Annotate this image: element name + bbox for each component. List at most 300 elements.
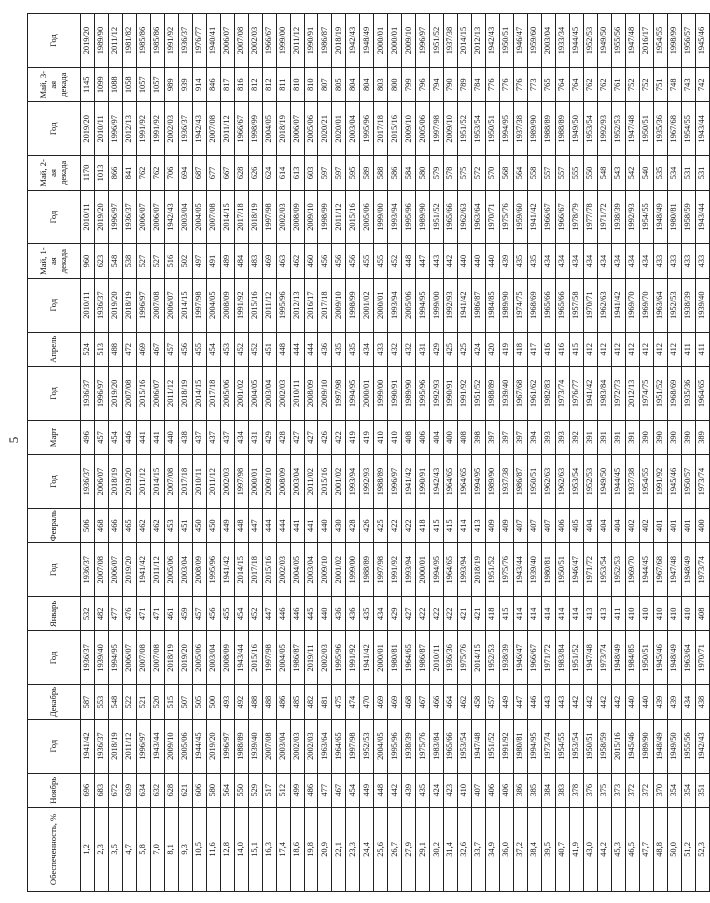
year-cell: 1947/48	[667, 543, 681, 597]
value-cell: 1058	[122, 68, 136, 102]
year-cell: 1999/00	[430, 278, 444, 332]
value-cell: 412	[653, 332, 667, 366]
year-cell: 2017/18	[248, 543, 262, 597]
value-cell: 485	[290, 685, 304, 719]
value-cell: 434	[569, 244, 583, 278]
year-cell: 1986/87	[416, 631, 430, 685]
probability-cell: 17,4	[276, 807, 290, 891]
value-cell: 589	[360, 156, 374, 190]
year-cell: 1994/95	[430, 543, 444, 597]
year-cell: 1954/55	[639, 190, 653, 244]
year-cell: 1952/53	[360, 719, 374, 773]
value-cell: 438	[178, 420, 192, 454]
value-cell: 804	[346, 68, 360, 102]
year-cell: 1937/38	[625, 455, 639, 509]
value-cell: 628	[164, 773, 178, 807]
value-cell: 455	[360, 244, 374, 278]
value-cell: 474	[346, 685, 360, 719]
year-cell: 1995/96	[360, 102, 374, 156]
year-cell: 1991/92	[388, 543, 402, 597]
year-cell: 2019/20	[108, 366, 122, 420]
value-cell: 624	[262, 156, 276, 190]
value-cell: 434	[234, 420, 248, 454]
value-cell: 430	[332, 509, 346, 543]
probability-cell: 32,6	[458, 807, 472, 891]
value-cell: 477	[318, 773, 332, 807]
value-cell: 434	[360, 332, 374, 366]
column-header: Год	[28, 190, 81, 244]
year-cell: 2000/01	[360, 366, 374, 420]
year-cell: 1991/92	[653, 455, 667, 509]
year-cell: 1943/44	[695, 190, 709, 244]
year-cell: 2017/18	[206, 366, 220, 420]
year-cell: 2001/02	[332, 543, 346, 597]
value-cell: 462	[136, 509, 150, 543]
year-cell: 2010/11	[94, 102, 108, 156]
probability-cell: 29,1	[416, 807, 430, 891]
value-cell: 433	[653, 244, 667, 278]
value-cell: 587	[81, 685, 95, 719]
value-cell: 413	[597, 597, 611, 631]
column-header: Год	[28, 366, 81, 420]
value-cell: 628	[234, 156, 248, 190]
value-cell: 1145	[81, 68, 95, 102]
value-cell: 435	[332, 332, 346, 366]
year-cell: 1977/78	[583, 190, 597, 244]
probability-cell: 41,9	[569, 807, 583, 891]
value-cell: 455	[192, 332, 206, 366]
year-cell: 1998/99	[318, 190, 332, 244]
year-cell: 1963/64	[681, 631, 695, 685]
year-cell: 2006/07	[290, 102, 304, 156]
value-cell: 613	[290, 156, 304, 190]
value-cell: 477	[108, 597, 122, 631]
year-cell: 1941/42	[81, 719, 95, 773]
probability-cell: 19,8	[304, 807, 318, 891]
probability-cell: 22,1	[332, 807, 346, 891]
value-cell: 467	[416, 685, 430, 719]
year-cell: 1995/96	[276, 278, 290, 332]
value-cell: 419	[346, 420, 360, 454]
year-cell: 2002/03	[290, 719, 304, 773]
year-cell: 2009/10	[402, 14, 416, 68]
value-cell: 706	[164, 156, 178, 190]
year-cell: 2012/13	[122, 102, 136, 156]
value-cell: 939	[178, 68, 192, 102]
value-cell: 390	[639, 420, 653, 454]
year-cell: 2000/01	[374, 278, 388, 332]
value-cell: 383	[555, 773, 569, 807]
value-cell: 482	[94, 597, 108, 631]
value-cell: 440	[472, 244, 486, 278]
table-row	[290, 14, 304, 892]
year-cell: 2011/12	[220, 102, 234, 156]
probability-cell: 16,3	[262, 807, 276, 891]
value-cell: 491	[206, 244, 220, 278]
value-cell: 540	[639, 156, 653, 190]
year-cell: 1941/42	[136, 543, 150, 597]
year-cell: 1962/63	[541, 455, 555, 509]
value-cell: 386	[514, 773, 528, 807]
year-cell: 1989/90	[500, 278, 514, 332]
value-cell: 391	[583, 420, 597, 454]
year-cell: 2002/03	[304, 719, 318, 773]
value-cell: 506	[81, 509, 95, 543]
value-cell: 431	[416, 332, 430, 366]
year-cell: 1973/74	[555, 366, 569, 420]
table-row	[416, 14, 430, 892]
year-cell: 1952/53	[583, 455, 597, 509]
year-cell: 1953/54	[472, 102, 486, 156]
year-cell: 2012/13	[290, 278, 304, 332]
year-cell: 1949/50	[597, 14, 611, 68]
value-cell: 414	[528, 597, 542, 631]
value-cell: 440	[164, 420, 178, 454]
value-cell: 452	[234, 332, 248, 366]
year-cell: 1936/37	[178, 14, 192, 68]
year-cell: 2012/13	[625, 366, 639, 420]
year-cell: 2009/10	[332, 278, 346, 332]
value-cell: 794	[430, 68, 444, 102]
value-cell: 444	[304, 332, 318, 366]
column-header: Апрель	[28, 332, 81, 366]
table-row	[388, 14, 402, 892]
value-cell: 373	[611, 773, 625, 807]
year-cell: 1973/74	[597, 631, 611, 685]
table-header	[28, 14, 81, 892]
value-cell: 418	[514, 332, 528, 366]
value-cell: 442	[597, 685, 611, 719]
value-cell: 752	[639, 68, 653, 102]
value-cell: 378	[569, 773, 583, 807]
value-cell: 400	[444, 420, 458, 454]
year-cell: 1997/98	[262, 631, 276, 685]
value-cell: 789	[458, 68, 472, 102]
value-cell: 762	[150, 156, 164, 190]
year-cell: 1996/97	[416, 14, 430, 68]
year-cell: 2018/19	[332, 14, 346, 68]
column-header: Год	[28, 14, 81, 68]
value-cell: 456	[332, 244, 346, 278]
year-cell: 1954/55	[555, 719, 569, 773]
table-row	[597, 14, 611, 892]
value-cell: 527	[136, 244, 150, 278]
value-cell: 433	[681, 244, 695, 278]
year-cell: 2017/18	[234, 190, 248, 244]
probability-cell: 45,3	[611, 807, 625, 891]
probability-cell: 7,0	[150, 807, 164, 891]
column-header: Январь	[28, 597, 81, 631]
value-cell: 450	[192, 509, 206, 543]
value-cell: 443	[555, 685, 569, 719]
value-cell: 418	[416, 509, 430, 543]
year-cell: 1995/96	[402, 190, 416, 244]
year-cell: 2000/01	[374, 14, 388, 68]
value-cell: 406	[555, 509, 569, 543]
year-cell: 1941/42	[583, 366, 597, 420]
value-cell: 422	[402, 509, 416, 543]
year-cell: 1936/37	[81, 455, 95, 509]
value-cell: 466	[108, 509, 122, 543]
year-cell: 1997/98	[430, 102, 444, 156]
year-cell: 2014/15	[150, 455, 164, 509]
value-cell: 550	[234, 773, 248, 807]
year-cell: 1962/63	[458, 190, 472, 244]
value-cell: 436	[346, 597, 360, 631]
table-row	[108, 14, 122, 892]
value-cell: 413	[472, 509, 486, 543]
value-cell: 694	[178, 156, 192, 190]
value-cell: 456	[178, 332, 192, 366]
year-cell: 1995/96	[332, 631, 346, 685]
probability-cell: 8,1	[164, 807, 178, 891]
value-cell: 427	[402, 597, 416, 631]
year-cell: 1959/60	[514, 190, 528, 244]
header-row	[28, 14, 81, 892]
value-cell: 444	[276, 509, 290, 543]
value-cell: 393	[555, 420, 569, 454]
value-cell: 439	[402, 773, 416, 807]
year-cell: 1950/51	[583, 719, 597, 773]
value-cell: 481	[318, 685, 332, 719]
value-cell: 434	[611, 244, 625, 278]
year-cell: 1943/44	[234, 631, 248, 685]
value-cell: 443	[430, 244, 444, 278]
value-cell: 437	[220, 420, 234, 454]
year-cell: 2007/08	[206, 190, 220, 244]
value-cell: 410	[625, 597, 639, 631]
year-cell: 1999/00	[374, 366, 388, 420]
table-row	[569, 14, 583, 892]
table-row	[332, 14, 346, 892]
value-cell: 535	[653, 156, 667, 190]
year-cell: 1935/36	[681, 366, 695, 420]
year-cell: 2007/08	[150, 631, 164, 685]
value-cell: 488	[248, 685, 262, 719]
value-cell: 558	[528, 156, 542, 190]
probability-cell: 48,8	[653, 807, 667, 891]
year-cell: 2005/06	[360, 190, 374, 244]
year-cell: 2007/08	[150, 278, 164, 332]
value-cell: 426	[318, 420, 332, 454]
year-cell: 2003/04	[178, 190, 192, 244]
year-cell: 1994/95	[416, 278, 430, 332]
year-cell: 2019/20	[108, 278, 122, 332]
value-cell: 435	[528, 244, 542, 278]
year-cell: 1949/50	[597, 455, 611, 509]
value-cell: 354	[667, 773, 681, 807]
year-cell: 1976/77	[569, 366, 583, 420]
year-cell: 2014/15	[234, 543, 248, 597]
year-cell: 2007/08	[164, 455, 178, 509]
value-cell: 449	[500, 685, 514, 719]
year-cell: 1965/66	[541, 278, 555, 332]
year-cell: 1933/34	[555, 14, 569, 68]
year-cell: 2011/12	[206, 455, 220, 509]
value-cell: 422	[430, 597, 444, 631]
year-cell: 1955/56	[681, 719, 695, 773]
year-cell: 1995/96	[388, 719, 402, 773]
value-cell: 765	[541, 68, 555, 102]
year-cell: 1990/91	[304, 14, 318, 68]
value-cell: 446	[122, 420, 136, 454]
value-cell: 449	[220, 509, 234, 543]
table-row	[472, 14, 486, 892]
value-cell: 841	[122, 156, 136, 190]
year-cell: 1988/89	[360, 543, 374, 597]
value-cell: 621	[178, 773, 192, 807]
value-cell: 472	[122, 332, 136, 366]
value-cell: 434	[555, 244, 569, 278]
value-cell: 1099	[94, 68, 108, 102]
value-cell: 634	[136, 773, 150, 807]
year-cell: 1990/91	[388, 366, 402, 420]
year-cell: 1956/57	[681, 14, 695, 68]
value-cell: 407	[472, 773, 486, 807]
value-cell: 390	[653, 420, 667, 454]
value-cell: 418	[486, 597, 500, 631]
value-cell: 1170	[81, 156, 95, 190]
value-cell: 524	[81, 332, 95, 366]
year-cell: 1953/54	[458, 719, 472, 773]
value-cell: 425	[374, 509, 388, 543]
value-cell: 424	[472, 332, 486, 366]
value-cell: 436	[332, 597, 346, 631]
year-cell: 1986/87	[472, 278, 486, 332]
year-cell: 1939/40	[94, 631, 108, 685]
year-cell: 1952/53	[583, 14, 597, 68]
value-cell: 1057	[136, 68, 150, 102]
table-row	[458, 14, 472, 892]
value-cell: 391	[625, 420, 639, 454]
value-cell: 458	[472, 685, 486, 719]
year-cell: 1950/51	[500, 14, 514, 68]
year-cell: 1996/97	[108, 190, 122, 244]
year-cell: 1946/47	[514, 14, 528, 68]
provision-table	[27, 13, 710, 892]
year-cell: 2006/07	[150, 190, 164, 244]
value-cell: 434	[681, 685, 695, 719]
year-cell: 1975/76	[458, 631, 472, 685]
value-cell: 407	[514, 509, 528, 543]
value-cell: 471	[150, 597, 164, 631]
table-row	[164, 14, 178, 892]
value-cell: 626	[248, 156, 262, 190]
value-cell: 527	[150, 244, 164, 278]
year-cell: 1966/67	[262, 14, 276, 68]
value-cell: 811	[276, 68, 290, 102]
year-cell: 1976/77	[192, 14, 206, 68]
year-cell: 1984/85	[625, 631, 639, 685]
year-cell: 1941/42	[458, 278, 472, 332]
value-cell: 488	[108, 332, 122, 366]
year-cell: 1996/97	[220, 719, 234, 773]
value-cell: 457	[192, 597, 206, 631]
year-cell: 2007/08	[234, 14, 248, 68]
year-cell: 2005/06	[402, 278, 416, 332]
value-cell: 449	[360, 773, 374, 807]
year-cell: 1989/90	[416, 190, 430, 244]
value-cell: 414	[514, 597, 528, 631]
value-cell: 391	[597, 420, 611, 454]
year-cell: 1954/55	[653, 14, 667, 68]
year-cell: 1942/43	[695, 719, 709, 773]
year-cell: 1970/71	[695, 631, 709, 685]
year-cell: 1964/65	[402, 631, 416, 685]
year-cell: 2012/13	[472, 14, 486, 68]
probability-cell: 46,5	[625, 807, 639, 891]
value-cell: 407	[528, 509, 542, 543]
value-cell: 406	[416, 420, 430, 454]
probability-cell: 12,8	[220, 807, 234, 891]
year-cell: 1941/42	[360, 631, 374, 685]
year-cell: 2011/12	[122, 719, 136, 773]
value-cell: 447	[514, 685, 528, 719]
year-cell: 1994/95	[472, 455, 486, 509]
year-cell: 2006/07	[122, 631, 136, 685]
value-cell: 456	[206, 597, 220, 631]
year-cell: 1991/92	[150, 102, 164, 156]
value-cell: 456	[318, 244, 332, 278]
value-cell: 454	[206, 332, 220, 366]
year-cell: 1954/55	[681, 102, 695, 156]
year-cell: 2016/17	[639, 14, 653, 68]
value-cell: 401	[681, 509, 695, 543]
value-cell: 475	[332, 685, 346, 719]
value-cell: 452	[388, 244, 402, 278]
value-cell: 414	[555, 597, 569, 631]
year-cell: 1998/99	[346, 278, 360, 332]
value-cell: 445	[304, 597, 318, 631]
year-cell: 1969/70	[625, 278, 639, 332]
year-cell: 1975/76	[500, 190, 514, 244]
year-cell: 1983/84	[430, 719, 444, 773]
value-cell: 438	[695, 685, 709, 719]
year-cell: 1952/53	[611, 102, 625, 156]
year-cell: 1980/81	[667, 190, 681, 244]
value-cell: 414	[569, 597, 583, 631]
value-cell: 446	[290, 597, 304, 631]
value-cell: 606	[192, 773, 206, 807]
year-cell: 1964/65	[332, 719, 346, 773]
year-cell: 1963/64	[653, 278, 667, 332]
value-cell: 455	[374, 244, 388, 278]
rotated-page-content	[27, 13, 706, 892]
probability-cell: 30,2	[430, 807, 444, 891]
value-cell: 444	[262, 509, 276, 543]
year-cell: 2019/20	[206, 719, 220, 773]
value-cell: 432	[402, 332, 416, 366]
year-cell: 2006/07	[136, 190, 150, 244]
value-cell: 522	[122, 685, 136, 719]
value-cell: 447	[416, 244, 430, 278]
year-cell: 2018/19	[178, 366, 192, 420]
value-cell: 442	[444, 244, 458, 278]
value-cell: 370	[653, 773, 667, 807]
year-cell: 1995/96	[206, 543, 220, 597]
value-cell: 405	[569, 509, 583, 543]
year-cell: 1998/99	[667, 14, 681, 68]
year-cell: 1943/44	[695, 102, 709, 156]
year-cell: 1942/43	[164, 190, 178, 244]
value-cell: 426	[360, 509, 374, 543]
year-cell: 1938/39	[611, 190, 625, 244]
value-cell: 427	[290, 420, 304, 454]
year-cell: 2015/16	[136, 366, 150, 420]
value-cell: 410	[653, 597, 667, 631]
year-cell: 1962/63	[597, 278, 611, 332]
probability-cell: 50,0	[667, 807, 681, 891]
